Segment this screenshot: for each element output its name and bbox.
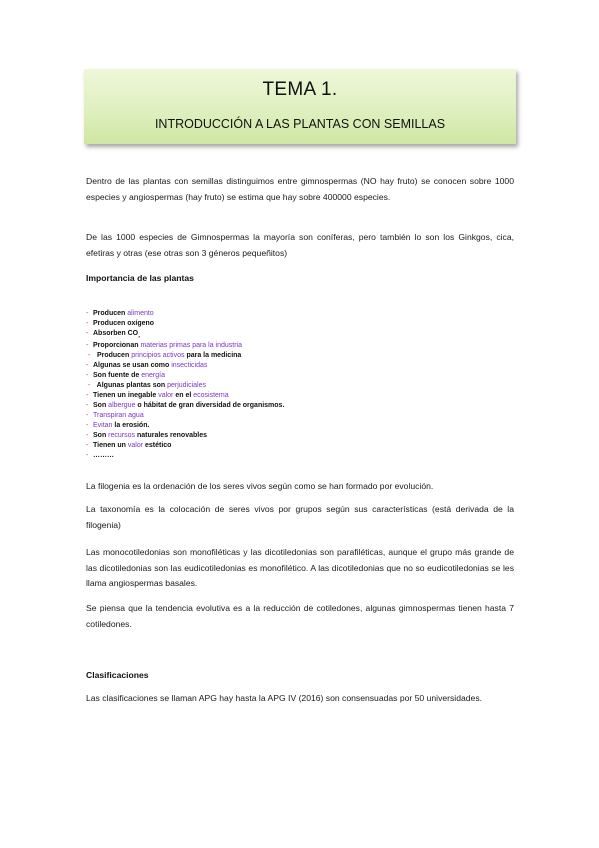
list-item: - Algunas se usan como insecticidas <box>86 362 208 370</box>
page-subtitle: INTRODUCCIÓN A LAS PLANTAS CON SEMILLAS <box>154 117 446 131</box>
heading-importancia: Importancia de las plantas <box>86 273 194 283</box>
list-item: - Evitan la erosión. <box>86 422 150 430</box>
list-item: - Son recursos naturales renovables <box>86 432 207 440</box>
list-item: - Tienen un valor estético <box>86 442 172 450</box>
list-item: - Producen alimento <box>86 310 154 317</box>
list-item: - Son albergue o hábitat de gran diversidad de organismos. <box>86 402 285 410</box>
list-item: - Producen principios activos para la medicina <box>88 352 242 360</box>
paragraph-monocotiledonias: Las monocotiledonias son monofiléticas y las dicotiledonias son parafiléticas, aunque el grupo más grande de las dicotiledonias son las eudicotiledonias es monofilético. A las dicotiledonias que no so eudicotiledonias se les llama angiospermas basales. <box>86 547 514 588</box>
list-item: - Proporcionan materias primas para la industria <box>86 342 242 350</box>
list-item: - Algunas plantas son perjudiciales <box>88 382 207 390</box>
paragraph-filogenia: La filogenia es la ordenación de los seres vivos según como se han formado por evolución. <box>86 481 434 491</box>
list-item: - Transpiran agua <box>86 412 144 420</box>
list-item: - ……… <box>86 452 114 460</box>
title-banner <box>84 69 516 144</box>
page-title: TEMA 1. <box>262 79 338 100</box>
paragraph-taxonomia: La taxonomía es la colocación de seres vivos por grupos según sus características (está derivada de la filogenia) <box>86 504 514 530</box>
list-item: - Producen oxígeno <box>86 320 155 327</box>
list-item: - Tienen un inegable valor en el ecosistema <box>86 392 229 400</box>
paragraph-intro: Dentro de las plantas con semillas distinguimos entre gimnospermas (NO hay fruto) se conocen sobre 1000 especies y angiospermas (hay fruto) se estima que hay sobre 400000 especies. <box>86 176 514 202</box>
paragraph-gimnospermas: De las 1000 especies de Gimnospermas la mayoría son coníferas, pero también lo son los Ginkgos, cica, efetiras y otras (ese otras son 3 géneros pequeñitos) <box>86 232 514 258</box>
list-item: - Absorben $CO_{_2}$ <box>86 330 141 340</box>
paragraph-cotiledones: Se piensa que la tendencia evolutiva es a la reducción de cotiledones, algunas gimnospermas tienen hasta 7 cotiledones. <box>86 603 514 629</box>
paragraph-clasificaciones: Las clasificaciones se llaman APG hay hasta la APG IV (2016) son consensuadas por 50 universidades. <box>86 693 483 703</box>
list-item: - Son fuente de energía <box>86 372 165 380</box>
importance-list <box>86 309 386 461</box>
heading-clasificaciones: Clasificaciones <box>86 670 149 680</box>
